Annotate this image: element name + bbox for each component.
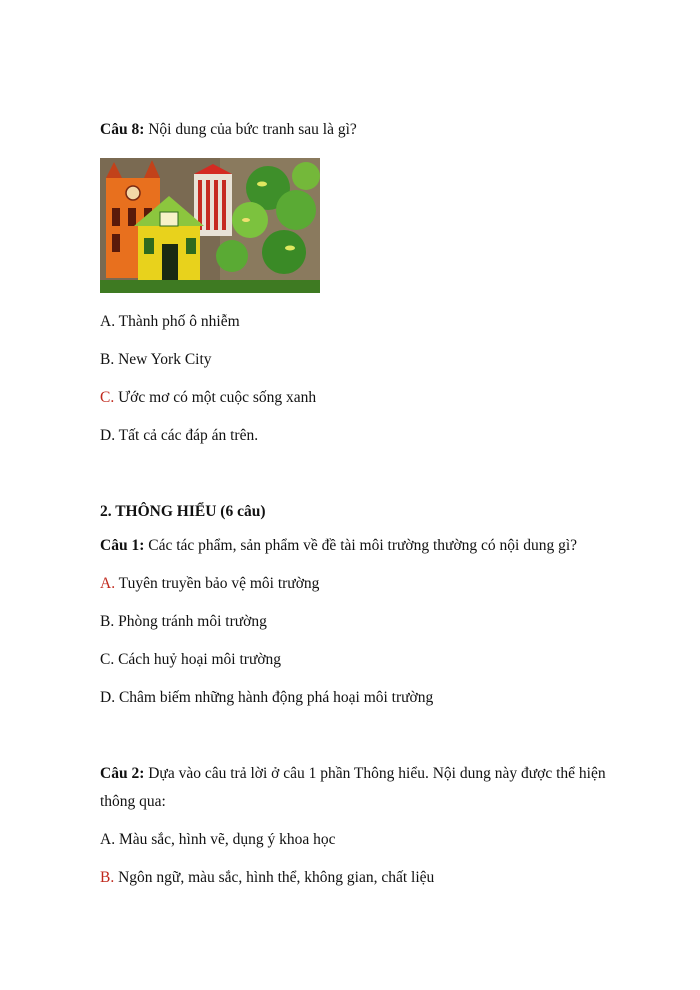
q2-option-a — [100, 830, 335, 850]
option-text: Tuyên truyền bảo vệ môi trường — [115, 575, 320, 592]
option-text: Châm biếm những hành động phá hoại môi trường — [115, 689, 434, 706]
option-letter: B. — [100, 351, 115, 368]
q8-option-a — [100, 312, 240, 332]
option-letter: D. — [100, 689, 116, 706]
question-2 — [100, 764, 606, 784]
option-text: Màu sắc, hình vẽ, dụng ý khoa học — [115, 831, 336, 848]
question-text: Các tác phẩm, sản phẩm về đề tài môi trường thường có nội dung gì? — [144, 537, 578, 554]
question-text: Dựa vào câu trả lời ở câu 1 phần Thông hiểu. Nội dung này được thể hiện — [144, 765, 606, 782]
question-1 — [100, 536, 577, 556]
paper-city-illustration — [100, 158, 320, 293]
option-text: New York City — [114, 351, 212, 368]
option-text: Tất cả các đáp án trên. — [115, 427, 259, 444]
q1-option-a — [100, 574, 319, 594]
option-letter: A. — [100, 313, 116, 330]
section-heading: 2. THÔNG HIỂU (6 câu) — [100, 503, 266, 520]
q2-option-b — [100, 868, 434, 888]
question-8 — [100, 120, 357, 140]
option-text: Ngôn ngữ, màu sắc, hình thể, không gian, chất liệu — [114, 869, 435, 886]
q8-option-d — [100, 426, 258, 446]
option-text: Phòng tránh môi trường — [114, 613, 267, 630]
option-letter-correct: A. — [100, 575, 116, 592]
option-letter-correct: B. — [100, 869, 115, 886]
option-letter: A. — [100, 831, 116, 848]
question-label: Câu 8: — [100, 121, 145, 138]
q8-option-c — [100, 388, 316, 408]
question-label: Câu 2: — [100, 765, 145, 782]
q1-option-b — [100, 612, 267, 632]
option-text: Ước mơ có một cuộc sống xanh — [114, 389, 317, 406]
option-letter: B. — [100, 613, 115, 630]
q8-option-b — [100, 350, 212, 370]
option-letter: D. — [100, 427, 116, 444]
question-text: Nội dung của bức tranh sau là gì? — [144, 121, 357, 138]
option-letter: C. — [100, 651, 115, 668]
question-2-continuation: thông qua: — [100, 793, 166, 810]
q1-option-c — [100, 650, 281, 670]
option-text: Cách huỷ hoại môi trường — [114, 651, 282, 668]
option-letter-correct: C. — [100, 389, 115, 406]
option-text: Thành phố ô nhiễm — [115, 313, 240, 330]
q1-option-d — [100, 688, 433, 708]
question-label: Câu 1: — [100, 537, 145, 554]
